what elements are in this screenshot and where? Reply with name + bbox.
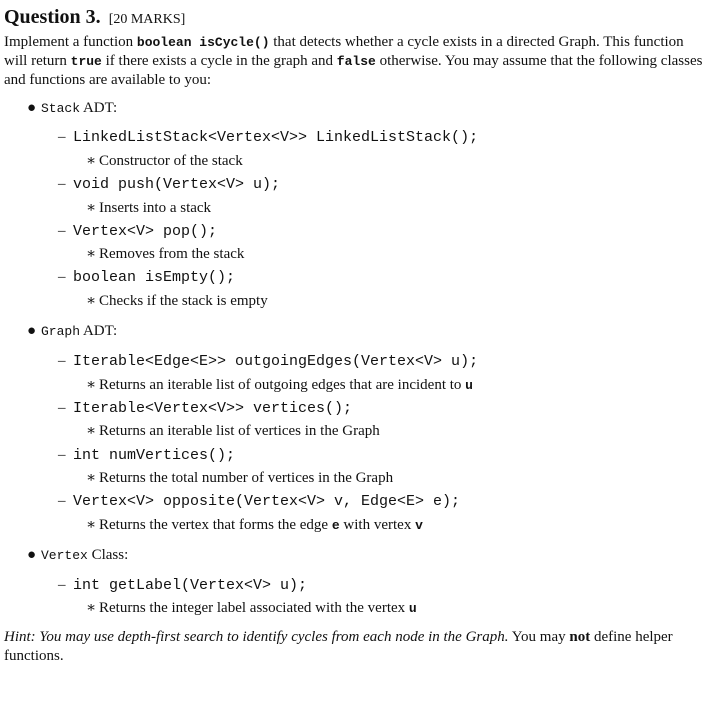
dash: – <box>58 129 66 145</box>
method-signature: int getLabel(Vertex<V> u); <box>73 577 308 594</box>
description-text: Returns the integer label associated with the vertex <box>99 600 409 616</box>
method-signature: boolean isEmpty(); <box>73 269 236 286</box>
description-code-2: v <box>415 518 423 533</box>
section-code: Stack <box>41 101 81 116</box>
dash: – <box>58 176 66 192</box>
hint-text: You may <box>508 629 570 645</box>
section-graph-adt <box>41 322 117 341</box>
asterisk: ∗ <box>86 153 97 169</box>
asterisk: ∗ <box>86 377 97 393</box>
intro-code-iscycle: boolean isCycle() <box>136 35 270 50</box>
description-text: Returns the vertex that forms the edge <box>99 517 332 533</box>
method-description <box>99 516 423 535</box>
section-vertex-class <box>41 546 128 565</box>
section-label: ADT: <box>80 323 118 339</box>
section-label: ADT: <box>80 100 118 116</box>
dash: – <box>58 269 66 285</box>
intro-text-2: that detects whether a cycle exists in a directed Graph. This function will return <box>4 34 684 69</box>
asterisk: ∗ <box>86 600 97 616</box>
dash: – <box>58 400 66 416</box>
intro-text-4: otherwise. You may assume that the following classes and functions are available to you: <box>4 53 703 88</box>
intro-text-3: if there exists a cycle in the graph and <box>101 53 337 69</box>
method-signature: LinkedListStack<Vertex<V>> LinkedListStack(); <box>73 129 479 146</box>
dash: – <box>58 223 66 239</box>
asterisk: ∗ <box>86 246 97 262</box>
question-heading <box>4 6 185 29</box>
hint-paragraph <box>4 628 704 666</box>
bullet-dot: ● <box>27 547 37 563</box>
description-code: u <box>465 378 473 393</box>
dash: – <box>58 577 66 593</box>
question-intro <box>4 33 704 90</box>
method-description: Checks if the stack is empty <box>99 293 268 309</box>
method-description: Returns the total number of vertices in the Graph <box>99 470 394 486</box>
hint-text-2: define helper functions. <box>4 629 673 664</box>
dash: – <box>58 493 66 509</box>
asterisk: ∗ <box>86 517 97 533</box>
intro-text: Implement a function <box>4 34 137 50</box>
question-title: Question 3. <box>4 6 101 28</box>
intro-code-false: false <box>336 54 376 69</box>
hint-label: Hint: <box>4 629 36 645</box>
dash: – <box>58 447 66 463</box>
asterisk: ∗ <box>86 293 97 309</box>
hint-italic-text: You may use depth-first search to identify cycles from each node in the Graph. <box>35 629 509 645</box>
method-description <box>99 376 473 395</box>
dash: – <box>58 353 66 369</box>
hint-bold-text: not <box>569 629 591 645</box>
asterisk: ∗ <box>86 200 97 216</box>
intro-code-true: true <box>70 54 102 69</box>
method-signature: int numVertices(); <box>73 447 236 464</box>
method-signature: void push(Vertex<V> u); <box>73 176 281 193</box>
section-code: Vertex <box>41 548 88 563</box>
section-stack-adt <box>41 99 117 118</box>
method-signature: Vertex<V> pop(); <box>73 223 218 240</box>
method-description <box>99 599 417 618</box>
method-signature: Vertex<V> opposite(Vertex<V> v, Edge<E> e); <box>73 493 461 510</box>
question-marks: [20 MARKS] <box>108 12 186 27</box>
description-code: e <box>331 518 340 533</box>
description-code: u <box>408 601 417 616</box>
section-code: Graph <box>41 324 81 339</box>
method-signature: Iterable<Vertex<V>> vertices(); <box>73 400 353 417</box>
asterisk: ∗ <box>86 423 97 439</box>
description-text-2: with vertex <box>339 517 416 533</box>
method-description: Constructor of the stack <box>99 153 243 169</box>
bullet-dot: ● <box>27 100 37 116</box>
method-signature: Iterable<Edge<E>> outgoingEdges(Vertex<V> u); <box>73 353 479 370</box>
section-label: Class: <box>87 547 129 563</box>
method-description: Returns an iterable list of vertices in the Graph <box>99 423 380 439</box>
method-description: Removes from the stack <box>99 246 245 262</box>
bullet-dot: ● <box>27 323 37 339</box>
method-description: Inserts into a stack <box>99 200 212 216</box>
asterisk: ∗ <box>86 470 97 486</box>
description-text: Returns an iterable list of outgoing edges that are incident to <box>99 377 466 393</box>
